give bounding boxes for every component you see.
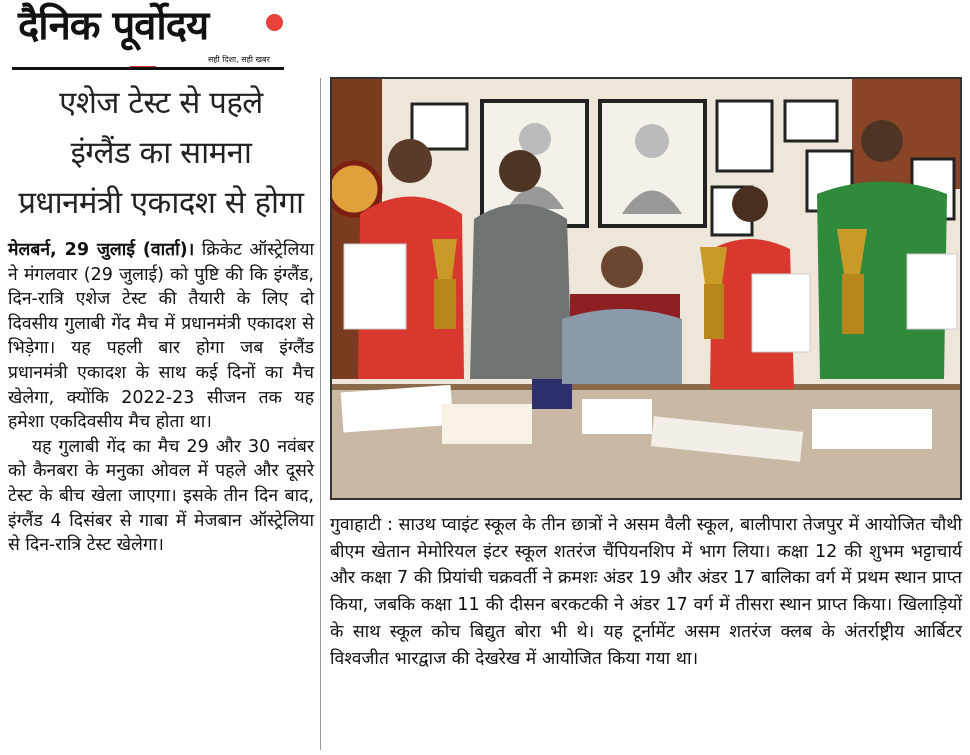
article-dateline: मेलबर्न, 29 जुलाई (वार्ता)।: [8, 240, 195, 260]
certificate-2: [752, 274, 810, 352]
frame-small-3: [785, 101, 837, 141]
portrait-head-2: [635, 124, 669, 158]
person-2-head: [499, 150, 541, 192]
headline-line: एशेज टेस्ट से पहले: [59, 85, 263, 121]
certificate-1: [344, 244, 406, 329]
trophy-3-base: [842, 274, 864, 334]
person-1-head: [388, 139, 432, 183]
desk-papers-1: [341, 385, 454, 433]
newspaper-tagline: सही दिशा, सही खबर: [208, 55, 270, 64]
masthead: [12, 2, 287, 72]
masthead-rule: [12, 67, 284, 70]
newspaper-title: दैनिक पूर्वोदय: [18, 3, 209, 49]
portrait-head-1: [519, 123, 551, 155]
article-paragraph-2: यह गुलाबी गेंद का मैच 29 और 30 नवंबर को कैनबरा के मनुका ओवल में पहले और दूसरे टेस्ट के बीच खेला जाएगा। इसके तीन दिन बाद, इंग्लैंड 4 दिसंबर से गाबा में मेजबान ऑस्ट्रेलिया से दिन-रात्रि टेस्ट खेलेगा।: [8, 436, 314, 556]
person-3-head: [601, 246, 643, 288]
caption-text: गुवाहाटी : साउथ प्वाइंट स्कूल के तीन छात्रों ने असम वैली स्कूल, बालीपारा तेजपुर में आयोजित चौथी बीएम खेतान मेमोरियल इंटर स्कूल शतरंज चैंपियनशिप में भाग लिया। कक्षा 12 की शुभम भट्टाचार्य और कक्षा 7 की प्रियांची चक्रवर्ती ने क्रमशः अंडर 19 और अंडर 17 बालिका वर्ग में प्रथम स्थान प्राप्त किया, जबकि कक्षा 11 की दीसन बरकटकी ने अंडर 17 वर्ग में तीसरा स्थान प्राप्त किया। खिलाड़ियों के साथ स्कूल कोच बिद्युत बोरा भी थे। यह टूर्नामेंट असम शतरंज क्लब के अंतर्राष्ट्रीय आर्बिटर विश्वजीत भारद्वाज की देखरेख में आयोजित किया गया था।: [330, 515, 962, 669]
person-5-head: [861, 120, 903, 162]
frame-small-2: [717, 101, 772, 171]
logo-dot-icon: [266, 14, 283, 31]
person-2-shirt: [470, 204, 572, 379]
article-paragraph-1: [8, 238, 314, 435]
news-photo: [330, 77, 962, 500]
desk-papers-3: [582, 399, 652, 434]
person-4-head: [732, 186, 768, 222]
article-body: [8, 238, 314, 558]
desk-papers-5: [812, 409, 932, 449]
column-divider: [320, 78, 321, 750]
certificate-3: [907, 254, 957, 329]
article-headline: [8, 78, 314, 228]
headline-line: प्रधानमंत्री एकादश से होगा: [18, 185, 304, 221]
desk-papers-2: [442, 404, 532, 444]
person-3-shirt: [562, 309, 682, 384]
article-paragraph-1-text: क्रिकेट ऑस्ट्रेलिया ने मंगलवार (29 जुलाई) को पुष्टि की कि इंग्लैंड, दिन-रात्रि एशेज टेस्ट की तैयारी के लिए दो दिवसीय गुलाबी गेंद मैच में प्रधानमंत्री एकादश से भिड़ेगा। यह पहली बार होगा जब इंग्लैंड प्रधानमंत्री एकादश के साथ कई दिनों का मैच खेलेगा, क्योंकि 2022-23 सीजन तक यह हमेशा एकदिवसीय मैच होता था।: [8, 240, 315, 433]
trophy-2-base: [704, 284, 724, 339]
headline-line: इंग्लैंड का सामना: [70, 135, 252, 171]
trophy-1-base: [434, 279, 456, 329]
photo-illustration: [332, 79, 960, 498]
photo-caption: [330, 512, 962, 672]
